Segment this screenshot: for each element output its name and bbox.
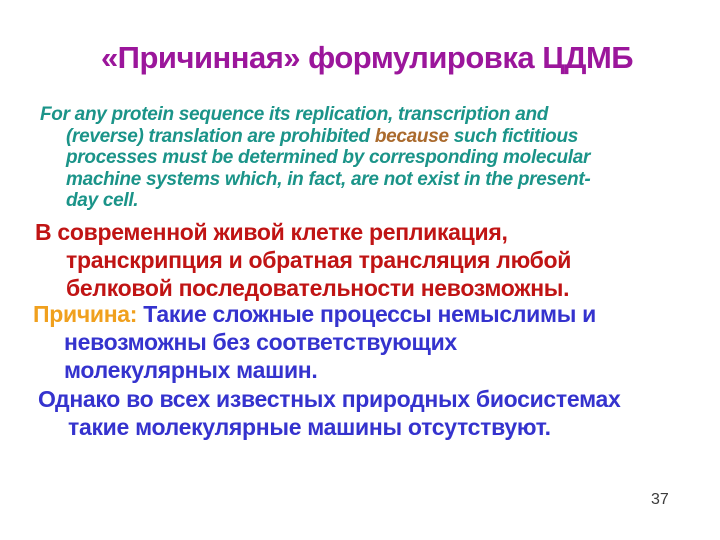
text-line: processes must be determined by corresponding molecular: [66, 147, 591, 169]
paragraph-russian-red: [0, 218, 720, 302]
text-segment: (reverse) translation are prohibited: [66, 125, 375, 147]
text-line: Однако во всех известных природных биосистемах: [38, 386, 621, 412]
text-line: невозможны без соответствующих: [64, 329, 457, 355]
reason-label: Причина:: [33, 301, 138, 327]
text-line: For any protein sequence its replication, transcription and: [40, 104, 549, 125]
text-line: day cell.: [66, 190, 139, 212]
text-line: [0, 126, 720, 148]
text-line: такие молекулярные машины отсутствуют.: [68, 414, 551, 440]
paragraph-however: [0, 385, 720, 441]
text-line: [0, 300, 720, 328]
text-segment: such fictitious: [448, 125, 579, 147]
text-line: machine systems which, in fact, are not exist in the present-: [66, 168, 591, 190]
text-line: молекулярных машин.: [64, 357, 318, 383]
page-title: «Причинная» формулировка ЦДМБ: [100, 40, 634, 75]
text-segment: Такие сложные процессы немыслимы и: [137, 301, 597, 327]
paragraph-english: [0, 104, 720, 212]
text-line: В современной живой клетке репликация,: [35, 219, 508, 245]
because-highlight: because: [374, 125, 449, 147]
slide-page-number: 37: [651, 491, 669, 508]
text-line: транскрипция и обратная трансляция любой: [66, 247, 572, 273]
text-line: белковой последовательности невозможны.: [66, 275, 570, 301]
paragraph-reason: [0, 300, 720, 384]
